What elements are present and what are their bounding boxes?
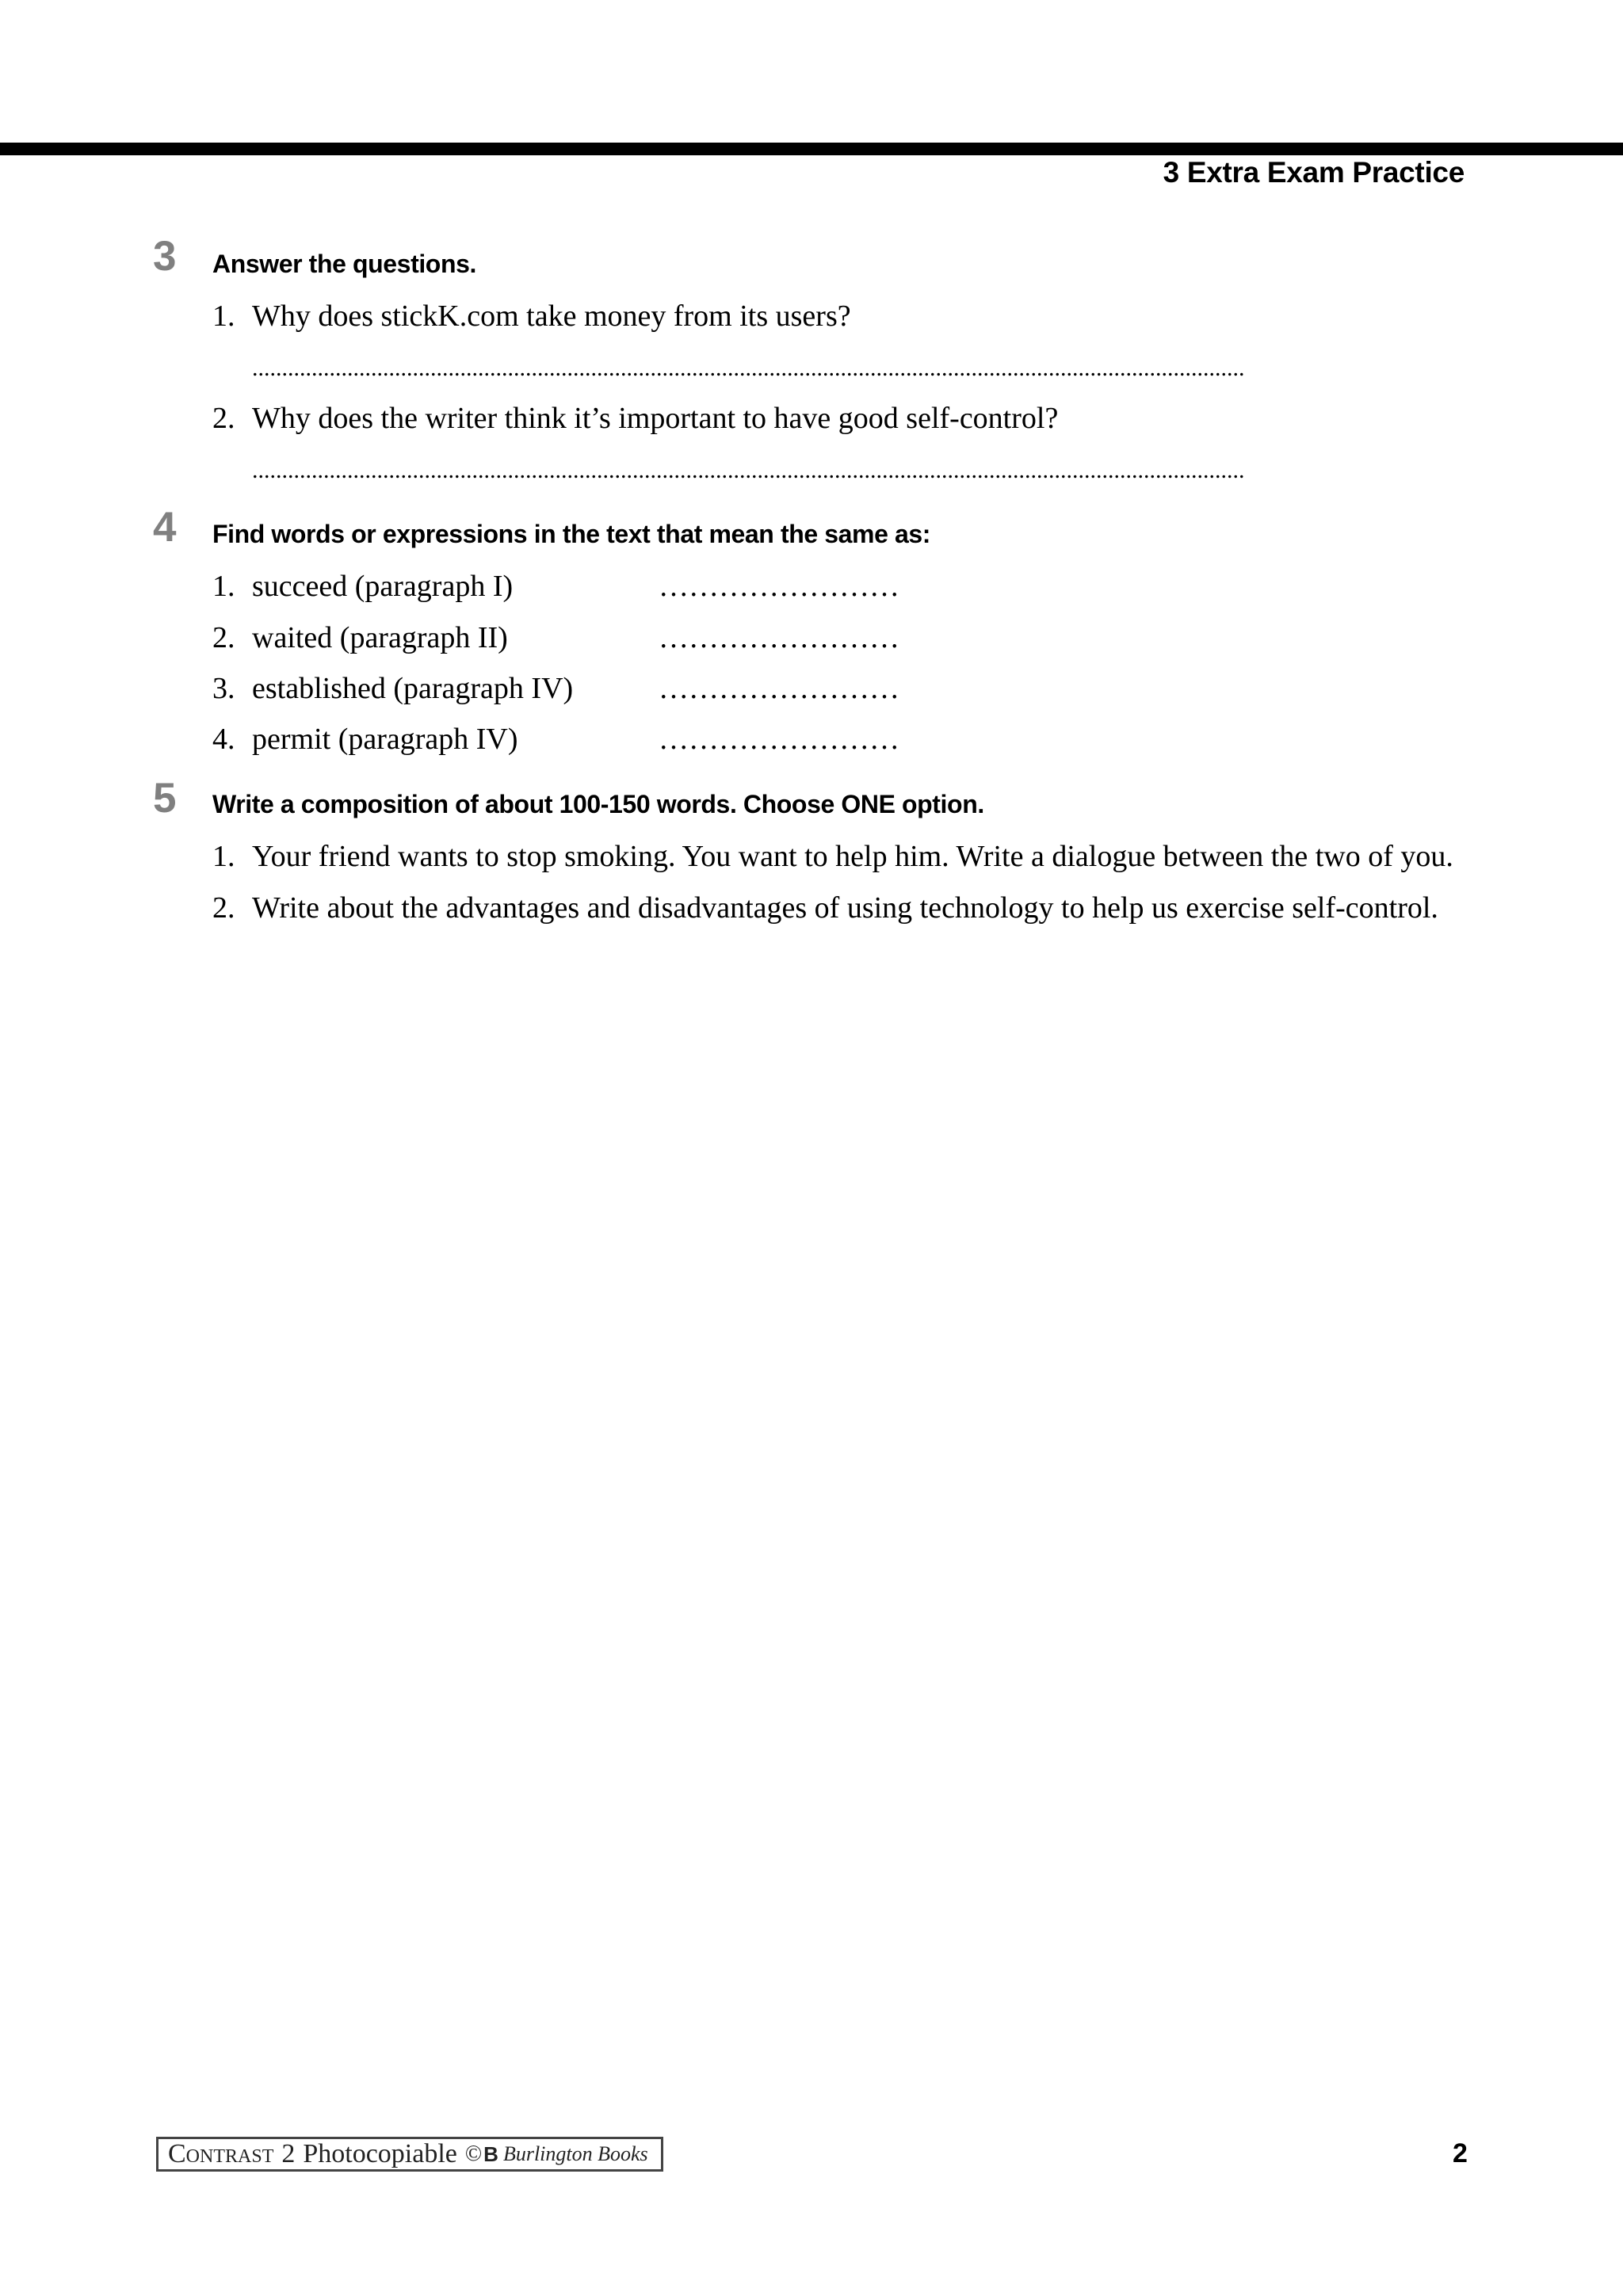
section-instruction: Find words or expressions in the text that mean the same as: <box>212 520 931 548</box>
item-text: established (paragraph IV) <box>252 672 574 705</box>
question-item <box>212 400 1058 437</box>
item-text: Your friend wants to stop smoking. You want to help him. Write a dialogue between the two of you. <box>252 840 1453 873</box>
page-number: 2 <box>1453 2138 1468 2168</box>
section-instruction: Write a composition of about 100-150 words. Choose ONE option. <box>212 790 984 818</box>
option-item <box>212 838 1453 875</box>
answer-line: ....................................................................................................................................................................... <box>252 457 1245 483</box>
answer-line: …………………… <box>659 621 899 654</box>
vocab-item <box>212 620 508 656</box>
item-number: 2. <box>212 402 235 435</box>
section-instruction: Answer the questions. <box>212 250 476 278</box>
vocab-item <box>212 721 518 757</box>
header-rule <box>0 143 1623 155</box>
page-header-title: 3 Extra Exam Practice <box>1163 156 1465 189</box>
section-number: 5 <box>153 775 177 822</box>
footer-credit <box>156 2137 663 2172</box>
item-number: 4. <box>212 723 235 756</box>
footer-edition: 2 <box>281 2139 296 2168</box>
answer-line: …………………… <box>659 723 899 756</box>
publisher-logo-icon: B <box>483 2142 498 2166</box>
item-number: 3. <box>212 672 235 705</box>
section-number: 4 <box>153 504 177 551</box>
option-item <box>212 890 1438 926</box>
question-item <box>212 298 851 334</box>
item-number: 1. <box>212 570 235 603</box>
section-number: 3 <box>153 233 177 280</box>
item-text: Why does stickK.com take money from its users? <box>252 299 851 333</box>
item-text: permit (paragraph IV) <box>252 723 518 756</box>
footer-brand: Contrast <box>168 2139 274 2168</box>
item-number: 2. <box>212 891 235 925</box>
item-text: Why does the writer think it’s important to have good self-control? <box>252 402 1059 435</box>
item-number: 1. <box>212 299 235 333</box>
item-text: Write about the advantages and disadvantages of using technology to help us exercise self-control. <box>252 891 1438 925</box>
answer-line: …………………… <box>659 672 899 705</box>
vocab-item <box>212 568 513 605</box>
answer-line: …………………… <box>659 570 899 603</box>
answer-line: ....................................................................................................................................................................... <box>252 355 1245 381</box>
footer-photocopiable: Photocopiable <box>303 2139 457 2168</box>
item-text: succeed (paragraph I) <box>252 570 514 603</box>
item-number: 2. <box>212 621 235 654</box>
footer-publisher: Burlington Books <box>502 2142 648 2165</box>
vocab-item <box>212 670 573 707</box>
item-number: 1. <box>212 840 235 873</box>
item-text: waited (paragraph II) <box>252 621 508 654</box>
copyright-icon: © <box>464 2142 483 2166</box>
